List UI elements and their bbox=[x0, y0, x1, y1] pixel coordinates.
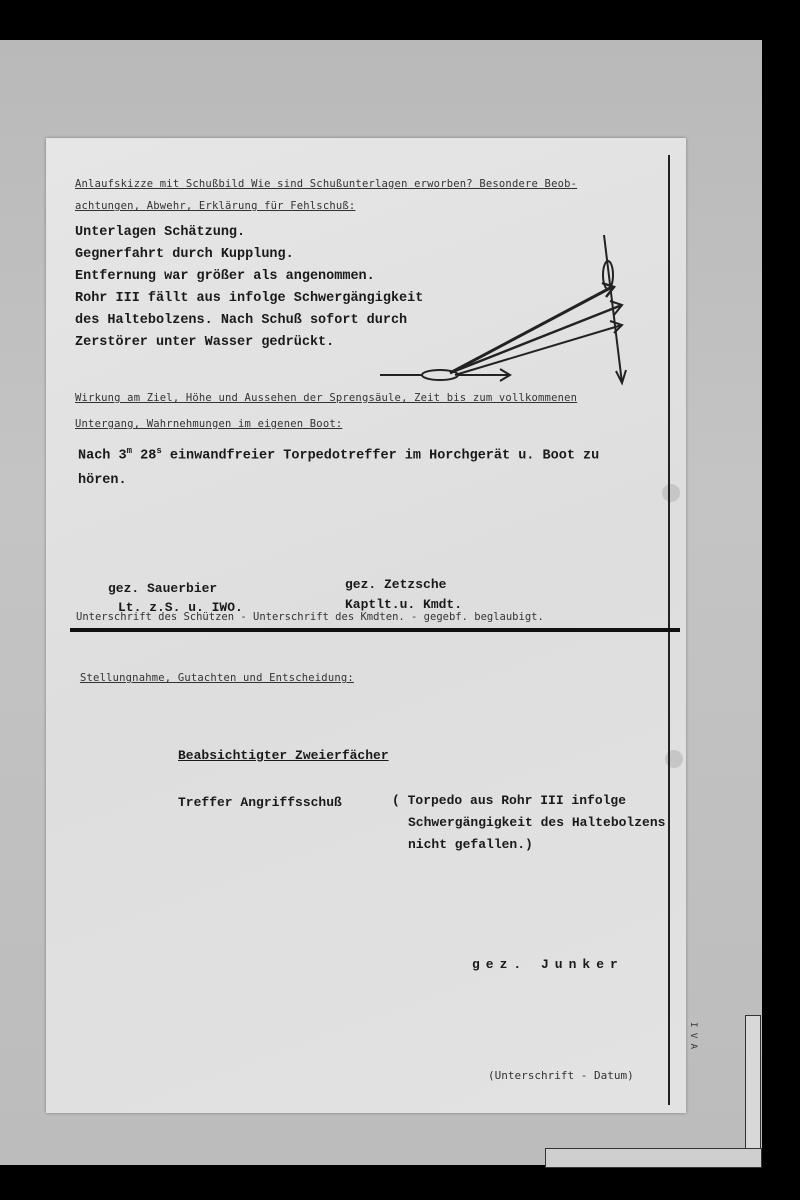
minutes-unit: m bbox=[126, 446, 133, 456]
section2-label-line1: Wirkung am Ziel, Höhe und Aussehen der Sprengsäule, Zeit bis zum vollkommenen bbox=[75, 392, 578, 404]
corner-box bbox=[745, 1015, 761, 1167]
punch-hole-upper bbox=[662, 484, 680, 502]
section1-line: des Haltebolzens. Nach Schuß sofort durch bbox=[75, 313, 408, 328]
section-divider-rule bbox=[70, 628, 680, 632]
section2-rest: einwandfreier Torpedotreffer im Horchgerät u. Boot zu bbox=[161, 448, 600, 464]
minutes-value: 3 bbox=[118, 448, 127, 464]
approach-sketch bbox=[360, 225, 640, 395]
torpedo-track-1 bbox=[450, 287, 612, 373]
section3-label: Stellungnahme, Gutachten und Entscheidung: bbox=[80, 672, 354, 684]
signature-right-name: gez. Zetzsche bbox=[345, 577, 447, 592]
section2-text-line1 bbox=[78, 446, 599, 464]
section1-line: Gegnerfahrt durch Kupplung. bbox=[75, 247, 294, 262]
decision-heading: Beabsichtigter Zweierfächer bbox=[178, 748, 389, 763]
signature-caption: Unterschrift des Schützen - Unterschrift des Kmdten. - gegebf. beglaubigt. bbox=[76, 611, 544, 623]
result-label: Treffer Angriffsschuß bbox=[178, 795, 342, 810]
signature-left-rank: Lt. z.S. u. IWO. bbox=[118, 600, 243, 615]
section2-label-line2: Untergang, Wahrnehmungen im eigenen Boot: bbox=[75, 418, 343, 430]
section2-prefix: Nach bbox=[78, 448, 119, 464]
section1-label-line1: Anlaufskizze mit Schußbild Wie sind Schußunterlagen erworben? Besondere Beob- bbox=[75, 178, 578, 190]
section1-line: Unterlagen Schätzung. bbox=[75, 225, 246, 240]
section1-line: Rohr III fällt aus infolge Schwergängigkeit bbox=[75, 291, 424, 306]
final-signature: gez. Junker bbox=[472, 957, 624, 972]
seconds-unit: s bbox=[156, 446, 162, 456]
torpedo-track-3 bbox=[455, 325, 622, 375]
section1-label-line2: achtungen, Abwehr, Erklärung für Fehlschuß: bbox=[75, 200, 356, 212]
note-line: nicht gefallen.) bbox=[408, 837, 533, 852]
section2-text-line2: hören. bbox=[78, 473, 127, 488]
note-line: Schwergängigkeit des Haltebolzens bbox=[408, 815, 666, 830]
torpedo-track-2 bbox=[450, 305, 622, 373]
signature-date-caption: (Unterschrift - Datum) bbox=[488, 1069, 634, 1082]
section1-line: Entfernung war größer als angenommen. bbox=[75, 269, 375, 284]
seconds-value: 28 bbox=[132, 448, 157, 464]
bottom-strip bbox=[545, 1148, 762, 1168]
margin-mark: I V A bbox=[688, 1022, 698, 1050]
signature-right-rank: Kaptlt.u. Kmdt. bbox=[345, 597, 463, 612]
section1-line: Zerstörer unter Wasser gedrückt. bbox=[75, 335, 335, 350]
note-line: ( Torpedo aus Rohr III infolge bbox=[392, 793, 627, 808]
signature-left-name: gez. Sauerbier bbox=[108, 581, 218, 596]
